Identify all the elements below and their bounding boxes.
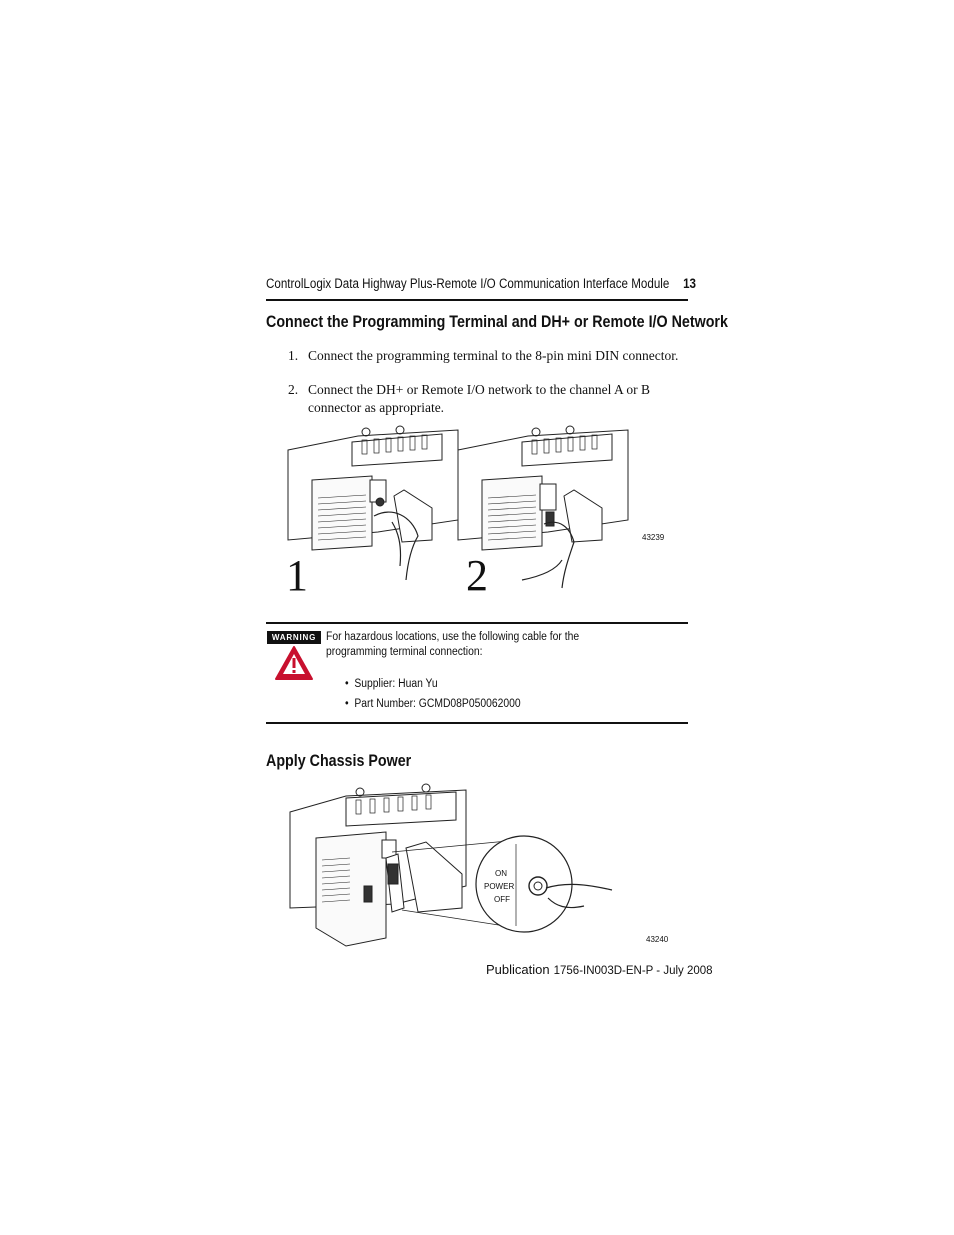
running-header: [266, 276, 696, 291]
figure-apply-power: [286, 778, 676, 948]
step-1-number: 1.: [288, 348, 299, 363]
warning-triangle-icon: [274, 645, 314, 681]
step-2: [288, 381, 688, 419]
header-rule: [266, 299, 688, 301]
switch-label-off: OFF: [494, 895, 510, 904]
switch-label-power: POWER: [484, 882, 515, 891]
figure-connect-terminal: [282, 420, 672, 600]
figure-step-label-1: 1: [286, 551, 308, 600]
switch-label-on: ON: [495, 869, 507, 878]
step-2-text: Connect the DH+ or Remote I/O network to the channel A or B connector as appropriate.: [308, 382, 651, 415]
chassis-power-illustration: [286, 778, 676, 948]
warning-item-supplier: [345, 678, 438, 690]
publication-label: Publication: [486, 962, 550, 977]
figure-step-label-2: 2: [466, 551, 488, 600]
step-1-text: Connect the programming terminal to the 8-pin mini DIN connector.: [308, 348, 679, 363]
publication-number: 1756-IN003D-EN-P - July 2008: [553, 965, 713, 977]
step-1: [288, 347, 688, 367]
page-number: 13: [683, 276, 696, 291]
running-header-title: ControlLogix Data Highway Plus-Remote I/O Communication Interface Module: [266, 276, 670, 291]
bullet: •: [345, 678, 355, 690]
bullet: •: [345, 698, 355, 710]
warning-item-supplier-text: Supplier: Huan Yu: [354, 678, 438, 690]
publication-footer: [486, 962, 713, 977]
section-title-connect: Connect the Programming Terminal and DH+ or Remote I/O Network: [266, 312, 728, 331]
figure-number-1: 43239: [642, 533, 665, 542]
figure-number-2: 43240: [646, 935, 669, 944]
warning-label: WARNING: [267, 631, 321, 644]
warning-item-part-number-text: Part Number: GCMD08P050062000: [354, 698, 521, 710]
warning-rule-bottom: [266, 722, 688, 724]
warning-text: For hazardous locations, use the following cable for the programming terminal connection:: [326, 631, 580, 658]
section-title-apply-power: Apply Chassis Power: [266, 751, 412, 770]
warning-rule-top: [266, 622, 688, 624]
chassis-illustration-1: [288, 426, 458, 580]
warning-item-part-number: [345, 698, 521, 710]
step-2-number: 2.: [288, 382, 299, 397]
